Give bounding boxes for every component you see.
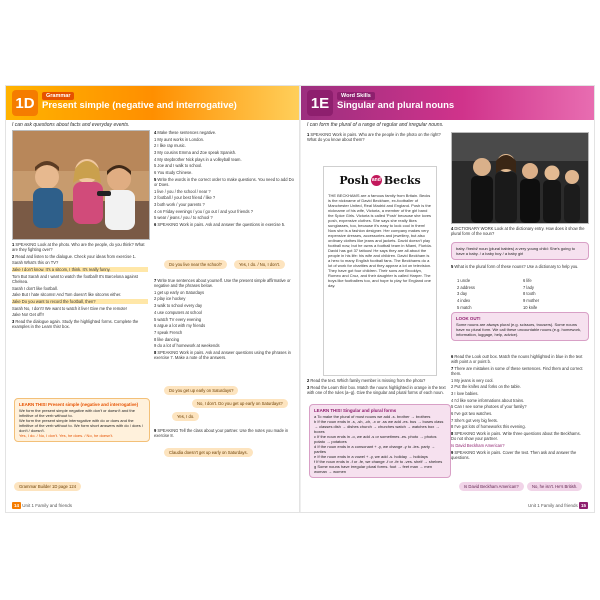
- lesson-code: 1D: [12, 90, 38, 116]
- exercise-item: 4 My stepbrother Nick plays in a volleyball team.: [154, 156, 242, 162]
- exercise-item: 9 do a lot of homework at weekends: [154, 343, 220, 349]
- exercise-item: 3 both work / your parents ?: [154, 201, 205, 207]
- exercise-item: 1 My jeans is very cool.: [451, 377, 494, 383]
- exercise-item: 7 lady: [523, 284, 534, 290]
- speech-bubble: No, I don't. Do you get up early on Saturdays?: [192, 399, 288, 408]
- exercise-item: 4 use computers at school: [154, 309, 202, 315]
- exercise-5-block: 5 What is the plural form of these nouns? Use a dictionary to help you.: [451, 264, 579, 269]
- speech-bubble: Yes, I do.: [172, 412, 199, 421]
- exercise-item: 8 tooth: [523, 291, 536, 297]
- lesson-subtitle: I can ask questions about facts and everyday events.: [12, 122, 130, 128]
- left-page: [6, 86, 299, 512]
- exercise-item: 4 index: [457, 298, 471, 304]
- exercise-item: 5 watch TV every evening: [154, 316, 202, 322]
- learn-rule: e If the noun ends in a vowel + -y, we add -s. holiday → holidays: [314, 454, 428, 459]
- exercise-item: 5 Joe and I walk to school.: [154, 163, 203, 169]
- exercise-item: 6 argue a lot with my friends: [154, 323, 206, 329]
- lesson-tag: Word Skills: [337, 92, 375, 100]
- learn-rule-b: We form the present simple interrogative with do or does and the infinitive of the verb without to. We form short answers with do / does / don't / doesn't.: [19, 418, 143, 433]
- exercise-7: Write true sentences about yourself. Use the present simple affirmative or negative and the phrases below.: [154, 278, 291, 289]
- exercise-item: 5 match: [457, 304, 472, 310]
- exercise-item: 1 get up early on Saturdays: [154, 289, 205, 295]
- exercise-3: Read the Learn this! box. Match the nouns highlighted in orange in the text with one of the rules (a–g). Give the singular and plural forms of each noun.: [307, 384, 446, 395]
- exercise-item: 3 walk to school every day: [154, 303, 203, 309]
- footer-unit: Unit 1 Family and friends: [527, 503, 578, 508]
- exercise-5: What is the plural form of these nouns? Use a dictionary to help you.: [454, 264, 579, 269]
- footer-unit: Unit 1 Family and friends: [22, 503, 73, 508]
- exercise-item: 2 address: [457, 284, 475, 290]
- right-column-1: 2 Read the text. Which family member is missing from the photo? 3 Read the Learn this! box. Match the nouns highlighted in orange in the text with one of the rules (a–g). Give the singular and plural forms of each noun.: [307, 378, 446, 395]
- exercise-item: 6 I've got two watches.: [451, 411, 493, 416]
- lesson-code: 1E: [307, 90, 333, 116]
- look-out-heading: LOOK OUT!: [456, 316, 481, 321]
- exercise-item: 9 mother: [523, 298, 540, 304]
- learn-this-heading: LEARN THIS! Present simple (negative and interrogative): [19, 402, 139, 407]
- learn-rule: d If the noun ends in a consonant + -y, we change -y to -ies. party → parties: [314, 444, 435, 454]
- learn-rule: c If the noun ends in -o, we add -s or sometimes -es. photo → photos potato → potatoes: [314, 434, 437, 444]
- article-poster: [323, 166, 437, 376]
- exercise-item: 7 speak French: [154, 329, 183, 335]
- beckham-family-photo: [451, 132, 589, 224]
- dialogue-line: Sarah No, I don't! We want to watch it live! Give me the remote!: [12, 305, 127, 311]
- learn-rule: g Some nouns have irregular plural forms. foot → feet man → men woman → women: [314, 464, 433, 474]
- dialogue-line: Tom But Sarah and I want to watch the football! It's Barcelona against Chelsea.: [12, 273, 138, 284]
- dictionary-entry: [451, 242, 589, 260]
- speech-bubble: No, he isn't. He's British.: [527, 482, 582, 491]
- exercise-2: Read the text. Which family member is missing from the photo?: [310, 378, 426, 383]
- exercise-7: There are mistakes in some of these sentences. Find them and correct them.: [451, 365, 583, 376]
- speech-bubble: Claudia doesn't get up early on Saturdays.: [164, 448, 253, 457]
- lesson-title: Singular and plural nouns: [337, 100, 455, 111]
- exercise-6: Read the Look out! box. Match the nouns highlighted in blue in the text with point a or point b.: [451, 354, 583, 365]
- exercise-9: SPEAKING Tell the class about your partner. Use the notes you made in exercise 8.: [154, 428, 289, 439]
- dialogue-line: Jake Do you want to record the football, then?: [12, 299, 148, 304]
- learn-rule-a: We form the present simple negative with don't or doesn't and the infinitive of the verb without to.: [19, 408, 135, 418]
- exercise-4-block: 4 DICTIONARY WORK Look at the dictionary entry. How does it show the plural form of the noun?: [451, 226, 585, 237]
- lesson-subtitle: I can form the plural of a range of regular and irregular nouns.: [307, 122, 444, 128]
- exercise-4: DICTIONARY WORK Look at the dictionary entry. How does it show the plural form of the noun?: [451, 226, 585, 237]
- exercise-item: 2 I like rap music.: [154, 143, 186, 149]
- exercise-4: Make these sentences negative.: [157, 130, 217, 135]
- left-column-1: 1 SPEAKING Look at the photo. Who are the people, do you think? What are they fighting over? 2 Read and listen to the dialogue. Check your ideas from exercise 1. Sarah What's this on TV? Jake I don't know. It's a sitcom, I think. It's really funny. Tom But Sarah and I want to watch the football! It's Barcelona against Chelsea. Sarah I don't like football. Jake But I hate sitcoms! And Tom doesn't like sitcoms either. Jake Do you want to record the football, then? Sarah No, I don't! We want to watch it live! Give me the remote! Jake No! Get off!! 3 Read the dialogue again. Study the highlighted forms. Complete the examples in the Learn this! box.: [12, 242, 148, 331]
- right-column-2: 6 Read the Look out! box. Match the nouns highlighted in blue in the text with point a or point b. 7 There are mistakes in some of these sentences. Find them and correct them. 1 My jeans is very cool. 2 Put the knifes and forks on the table. 3 I love babies. 4 I'd like some informations about trains. 5 Can I see some photoes of your family? 6 I've got two watches. 7 She's got very big feets. 8 I've got lots of homeworks this evening. 8 SPEAKING Work in pairs. Write three questions about the Beckhams. Do not show your partner. Is David Beckham American? 9 SPEAKING Work in pairs. Cover the text. Then ask and answer the questions.: [451, 354, 587, 461]
- page-number: 14: [13, 503, 19, 508]
- exercise-item: 4 on Friday evenings / you / go out / and your friends ?: [154, 208, 253, 214]
- grammar-builder-link[interactable]: Grammar Builder 1D page 124: [14, 482, 81, 491]
- exercise-item: 8 like dancing: [154, 336, 180, 342]
- dialogue-line: Sarah What's this on TV?: [12, 260, 59, 266]
- exercise-1: SPEAKING Work in pairs. Who are the people in the photo on the right? What do you know about them?: [307, 132, 441, 143]
- family-photo: [12, 130, 150, 240]
- exercise-item: 3 My cousins Emma and Zoe speak Spanish.: [154, 150, 237, 156]
- article-text: THE BECKHAMS are a famous family from Britain. Becks is the nickname of David Beckham, ex-footballer of Manchester United, Real Madrid and England. Posh is the nickname of his wife, Victoria, a member of the girl band the Spice Girls. Victoria is called 'Posh' because she loves posh, expensive clothes. She says she really likes sunglasses, too, because it's easy to look cool in them! Now she is a fashion designer. Her company makes very expensive dresses, accessories and jewellery, but also ordinary clothes like jeans and jackets. David doesn't play football now, but he owns a football team in Miami, Florida. David has got 37 tattoos! He says they are all about the people in his life: his wife and children. David Beckham is a hero to many English football fans. The Beckhams do a lot of work for charities and they appear a lot on television. They have got four children. Their sons are Brooklyn, Romeo and Cruz, and their daughter is called Harper. The boys like footballers too, and hope to play for England one day.: [328, 193, 432, 288]
- learn-example: Yes, I do. / No, I don't. Yes, he does. / No, he doesn't.: [19, 433, 114, 438]
- left-column-2b: 7 Write true sentences about yourself. Use the present simple affirmative or negative and the phrases below. 1 get up early on Saturdays 2 play ice hockey 3 walk to school every day 4 use computers at school 5 watch TV every evening 6 argue a lot with my friends 7 speak French 8 like dancing 9 do a lot of homework at weekends 8 SPEAKING Work in pairs. Ask and answer questions using the phrases in exercise 7. Make a note of the answers.: [154, 278, 294, 362]
- exercise-item: 3 day: [457, 291, 468, 297]
- learn-rule: f If the noun ends in -f or -fe, we change -f or -fe to -ves. shelf → shelves: [314, 459, 443, 464]
- poster-logo-and: and: [371, 175, 382, 186]
- speech-bubble: Do you get up early on Saturdays?: [164, 386, 238, 395]
- poster-logo: [330, 171, 430, 189]
- exercise-item: 10 knife: [523, 304, 538, 310]
- exercise-item: 6 You study Chinese.: [154, 170, 193, 176]
- dialogue-line: Jake I don't know. It's a sitcom, I think. It's really funny.: [12, 267, 148, 272]
- exercise-item: 7 She's got very big feets.: [451, 417, 498, 423]
- learn-rule: b If the noun ends in -s, -sh, -ch, -x or -ss we add -es. bus → buses class → classes dish → dishes church → churches watch → watches box → boxes: [314, 419, 444, 434]
- exercise-6: SPEAKING Work in pairs. Ask and answer the questions in exercise 5.: [157, 222, 286, 228]
- exercise-1: SPEAKING Look at the photo. Who are the people, do you think? What are they fighting over?: [12, 242, 145, 253]
- page-footer: [12, 502, 72, 509]
- speech-bubble: Do you live near the school?: [164, 260, 227, 269]
- exercise-8: SPEAKING Work in pairs. Write three questions about the Beckhams. Do not show your partner.: [451, 431, 581, 442]
- exercise-item: 5 Can I see some photoes of your family?: [451, 404, 527, 410]
- exercise-item: 2 play ice hockey: [154, 296, 186, 302]
- page-number: 15: [580, 503, 586, 508]
- exercise-9: SPEAKING Work in pairs. Cover the text. Then ask and answer the questions.: [451, 449, 577, 460]
- learn-this-box: [309, 404, 451, 478]
- left-column-2: 4 Make these sentences negative. 1 My aunt works in London. 2 I like rap music. 3 My cousins Emma and Zoe speak Spanish. 4 My stepbrother Nick plays in a volleyball team. 5 Joe and I walk to school. 6 You study Chinese. 5 Write the words in the correct order to make questions. You need to add Do or Does. 1 live / you / the school / near ? 2 football / your best friend / like ? 3 both work / your parents ? 4 on Friday evenings / you / go out / and your friends ? 5 wear / jeans / you / to school ? 6 SPEAKING Work in pairs. Ask and answer the questions in exercise 5.: [154, 130, 294, 228]
- exercise-3: Read the dialogue again. Study the highlighted forms. Complete the examples in the Learn this! box.: [12, 319, 139, 330]
- lesson-tag: Grammar: [42, 92, 74, 100]
- dialogue-line: Jake But I hate sitcoms! And Tom doesn't like sitcoms either.: [12, 292, 122, 298]
- learn-this-box: [14, 398, 150, 442]
- exercise-5: Write the words in the correct order to make questions. You need to add Do or Does.: [154, 176, 294, 187]
- exercise-9-block: 9 SPEAKING Tell the class about your partner. Use the notes you made in exercise 8.: [154, 428, 289, 439]
- look-out-text: Some nouns are always plural (e.g. scissors, trousers). Some nouns have no plural form. We call these uncountable nouns (e.g. homework, information, luggage, help, advice).: [456, 322, 582, 337]
- speech-bubble: Yes, I do. / No, I don't.: [234, 260, 285, 269]
- textbook-spread: [6, 86, 594, 512]
- look-out-box: [451, 312, 589, 341]
- right-page: [301, 86, 594, 512]
- lesson-title: Present simple (negative and interrogative): [42, 100, 237, 111]
- exercise-5-col2: [523, 278, 583, 311]
- exercise-item: 2 Put the knifes and forks on the table.: [451, 384, 521, 390]
- poster-logo-right: Becks: [383, 173, 421, 187]
- dictionary-entry-text: baby /'beɪbi/ noun (plural babies) a very young child: She's going to have a baby. / a baby boy / a baby girl: [456, 246, 576, 256]
- exercise-1-block: 1 SPEAKING Work in pairs. Who are the people in the photo on the right? What do you know about them?: [307, 132, 441, 143]
- exercise-item: 3 I love babies.: [451, 390, 479, 396]
- learn-rule: a To make the plural of most nouns we add -s. brother → brothers: [314, 414, 431, 419]
- exercise-item: 5 wear / jeans / you / to school ?: [154, 215, 213, 221]
- exercise-5-col1: [457, 278, 517, 311]
- dialogue-line: Sarah I don't like football.: [12, 285, 58, 291]
- exercise-item: 4 I'd like some informations about trains.: [451, 397, 525, 403]
- page-footer: [528, 502, 588, 509]
- learn-this-heading: LEARN THIS! Singular and plural forms: [314, 408, 397, 413]
- exercise-2: Read and listen to the dialogue. Check your ideas from exercise 1.: [15, 253, 137, 259]
- exercise-item: 2 football / your best friend / like ?: [154, 195, 216, 201]
- poster-logo-left: Posh: [339, 173, 369, 187]
- exercise-item: 8 I've got lots of homeworks this evening.: [451, 424, 526, 430]
- dialogue-line: Jake No! Get off!!: [12, 312, 44, 318]
- exercise-item: 1 uncle: [457, 278, 471, 283]
- exercise-item: 1 My aunt works in London.: [154, 136, 205, 142]
- exercise-item: 6 life: [523, 278, 532, 283]
- exercise-8: SPEAKING Work in pairs. Ask and answer questions using the phrases in exercise 7. Make a note of the answers.: [154, 349, 291, 361]
- exercise-item: 1 live / you / the school / near ?: [154, 188, 211, 194]
- speech-bubble: Is David Beckham American?: [459, 482, 524, 491]
- exercise-8-example: Is David Beckham American?: [451, 442, 505, 448]
